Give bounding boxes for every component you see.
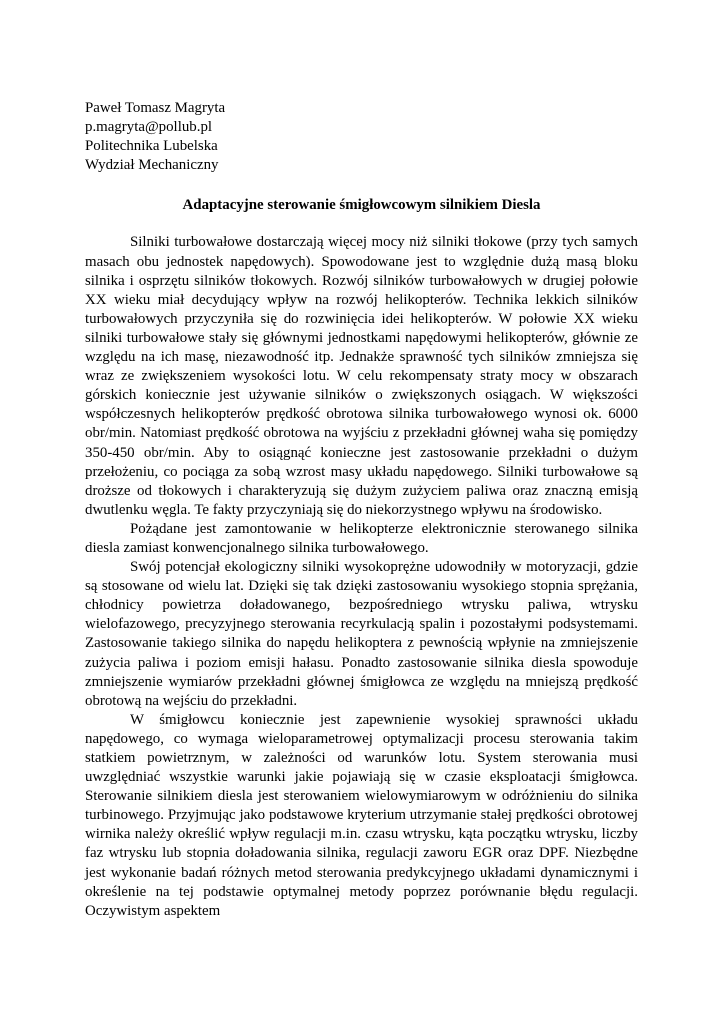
paragraph: Swój potencjał ekologiczny silniki wysokoprężne udowodniły w motoryzacji, gdzie są stosowane od wielu lat. Dzięki się tak dzięki zastosowaniu wysokiego stopnia sprężania, chłodnicy powietrza doładowanego, bezpośredniego wtrysku paliwa, wtrysku wielofazowego, precyzyjnego sterowania recyrkulacją spalin i pozostałymi podsystemami. Zastosowanie takiego silnika do napędu helikoptera z pewnością wpłynie na zmniejszenie zużycia paliwa i poziom emisji hałasu. Ponadto zastosowanie silnika diesla spowoduje zmniejszenie wymiarów przekładni głównej śmigłowca ze względu na mniejszą prędkość obrotową na wejściu do przekładni. <box>85 559 638 709</box>
paragraph: Pożądane jest zamontowanie w helikopterze elektronicznie sterowanego silnika diesla zamiast konwencjonalnego silnika turbowałowego. <box>85 520 638 556</box>
author-university: Politechnika Lubelska <box>85 138 218 155</box>
author-block <box>85 99 638 175</box>
author-faculty: Wydział Mechaniczny <box>85 157 219 174</box>
document-page <box>85 99 638 921</box>
paragraph: Silniki turbowałowe dostarczają więcej mocy niż silniki tłokowe (przy tych samych masach obu jednostek napędowych). Spowodowane jest to względnie dużą masą bloku silnika i osprzętu silników tłokowych. Rozwój silników turbowałowych w drugiej połowie XX wieku miał decydujący wpływ na rozwój helikopterów. Technika lekkich silników turbowałowych przyczyniła się do rozwinięcia idei helikopterów. W połowie XX wieku silniki turbowałowe stały się głównymi jednostkami napędowymi helikopterów, głównie ze względu na ich masę, niezawodność itp. Jednakże sprawność tych silników zmniejsza się wraz ze zwiększeniem wysokości lotu. W celu rekompensaty straty mocy w obszarach górskich koniecznie jest używanie silników o zwiększonych osiągach. W większości współczesnych helikopterów prędkość obrotowa silnika turbowałowego wynosi ok. 6000 obr/min. Natomiast prędkość obrotowa na wyjściu z przekładni głównej waha się pomiędzy 350-450 obr/min. Aby to osiągnąć konieczne jest zastosowanie przekładni o dużym przełożeniu, co pociąga za sobą wzrost masy układu napędowego. Silniki turbowałowe są droższe od tłokowych i charakteryzują się dużym zużyciem paliwa oraz znaczną emisją dwutlenku węgla. Te fakty przyczyniają się do niekorzystnego wpływu na środowisko. <box>85 234 638 518</box>
author-email: p.magryta@pollub.pl <box>85 119 213 136</box>
document-body <box>85 233 638 920</box>
author-name: Paweł Tomasz Magryta <box>85 100 226 116</box>
paragraph: W śmigłowcu koniecznie jest zapewnienie wysokiej sprawności układu napędowego, co wymaga wieloparametrowej optymalizacji procesu sterowania takim statkiem powietrznym, w zależności od warunków lotu. System sterowania musi uwzględniać wszystkie warunki jakie pojawiają się w czasie eksploatacji śmigłowca. Sterowanie silnikiem diesla jest sterowaniem wielowymiarowym w odróżnieniu do silnika turbinowego. Przyjmując jako podstawowe kryterium utrzymanie stałej prędkości obrotowej wirnika należy określić wpływ regulacji m.in. czasu wtrysku, kąta początku wtrysku, liczby faz wtrysku lub stopnia doładowania silnika, regulacji zaworu EGR oraz DPF. Niezbędne jest wykonanie badań różnych metod sterowania predykcyjnego układami dynamicznymi i określenie na tej podstawie optymalnej metody poprzez porównanie błędu regulacji. Oczywistym aspektem <box>85 711 638 919</box>
document-title: Adaptacyjne sterowanie śmigłowcowym silnikiem Diesla <box>182 197 541 214</box>
